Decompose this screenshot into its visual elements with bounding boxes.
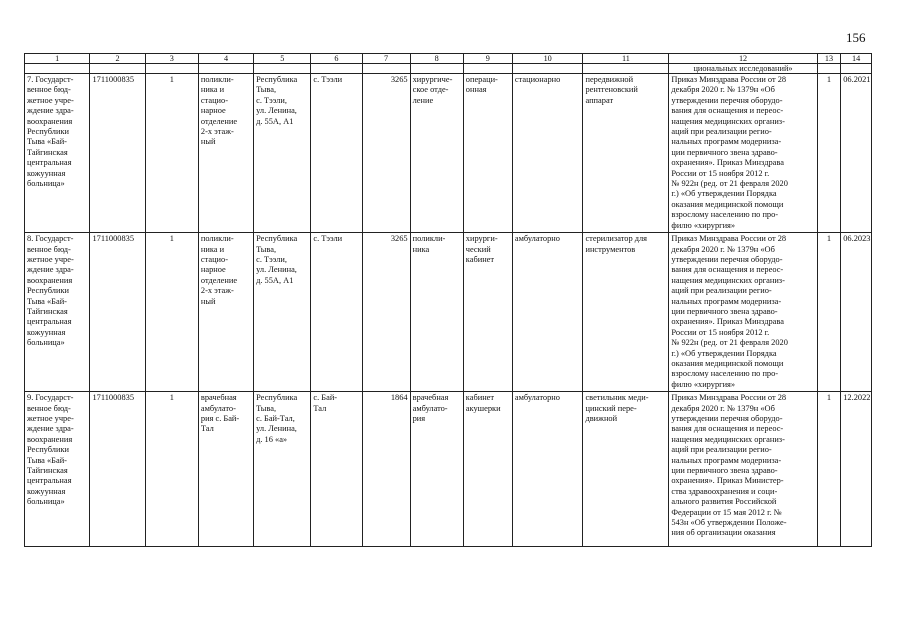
column-number: 5: [254, 54, 311, 64]
care-type: амбулаторно: [514, 393, 560, 403]
settlement: с. Бай- Тал: [313, 393, 338, 413]
table-row: [25, 392, 872, 547]
table-row: [25, 74, 872, 233]
legal-basis: Приказ Минздрава России от 28 декабря 2020 г. № 1379н «Об утверждении перечня оборудо- вания для оснащения и переос- нащения медицинских организ- аций при реализации регио- нальных программ модерниза- ции первичного звена здраво- охранения». Приказ Минздрава России от 15 ноября 2012 г. № 922н (ред. от 21 февраля 2020 г.) «Об утверждении Порядка оказания медицинской помощи взрослому населению по про- филю «хирургия»: [671, 234, 788, 389]
inn-code: 1711000835: [92, 393, 135, 403]
room: хирурги- ческий кабинет: [465, 234, 498, 264]
column-number: 9: [463, 54, 512, 64]
settlement: с. Тээли: [313, 75, 343, 84]
settlement: с. Тээли: [313, 234, 343, 244]
quantity: 1: [169, 393, 174, 403]
column-number: 1: [25, 54, 90, 64]
table-row: [25, 233, 872, 392]
address: Республика Тыва, с. Бай-Тал, ул. Ленина, д. 16 «а»: [256, 393, 298, 444]
population: 3265: [390, 75, 408, 84]
department: поликли- ника: [412, 234, 446, 254]
column-number: 3: [145, 54, 198, 64]
care-type: стационарно: [514, 75, 561, 84]
delivery-date: 06.2021: [843, 75, 871, 84]
department: хирургиче- ское отде- ление: [412, 75, 453, 105]
inn-code: 1711000835: [92, 75, 135, 84]
column-number: 7: [362, 54, 410, 64]
population: 3265: [390, 234, 408, 244]
organization-name: 8. Государст- венное бюд- жетное учре- ждение здра- воохранения Республики Тыва «Бай- Тайгинская центральная кожуунная больница»: [27, 234, 74, 348]
column-number: 13: [817, 54, 841, 64]
care-type: амбулаторно: [514, 234, 560, 244]
continuation-text: циональных исследований»: [669, 64, 817, 74]
continuation-row: [25, 64, 872, 74]
room: операци- онная: [465, 75, 498, 95]
department: врачебная амбулато- рия: [412, 393, 449, 423]
equipment-count: 1: [826, 393, 832, 403]
room: кабинет акушерки: [465, 393, 501, 413]
building-type: врачебная амбулато- рия с. Бай- Тал: [200, 393, 240, 434]
building-type: поликли- ника и стацио- нарное отделение 2-х этаж- ный: [200, 75, 238, 147]
address: Республика Тыва, с. Тээли, ул. Ленина, д. 55А, А1: [256, 75, 298, 126]
quantity: 1: [169, 234, 174, 244]
column-number: 6: [311, 54, 362, 64]
delivery-date: 12.2022: [843, 393, 871, 403]
column-number: 4: [198, 54, 253, 64]
column-number: 10: [512, 54, 583, 64]
organization-name: 9. Государст- венное бюд- жетное учре- ждение здра- воохранения Республики Тыва «Бай- Тайгинская центральная кожуунная больница»: [27, 393, 74, 507]
equipment-name: светильник меди- цинский пере- движной: [585, 393, 649, 423]
inn-code: 1711000835: [92, 234, 135, 244]
equipment-registry-table: [24, 53, 872, 547]
delivery-date: 06.2023: [843, 234, 871, 244]
equipment-name: передвижной рентгеновский аппарат: [585, 75, 638, 105]
address: Республика Тыва, с. Тээли, ул. Ленина, д. 55А, А1: [256, 234, 298, 285]
column-number: 14: [841, 54, 872, 64]
column-number: 2: [90, 54, 145, 64]
building-type: поликли- ника и стацио- нарное отделение 2-х этаж- ный: [200, 234, 238, 306]
column-number: 8: [410, 54, 463, 64]
page-number: 156: [846, 30, 866, 45]
column-number: 12: [669, 54, 817, 64]
equipment-count: 1: [826, 234, 832, 244]
quantity: 1: [169, 75, 174, 84]
column-number-row: [25, 54, 872, 64]
equipment-count: 1: [826, 75, 832, 84]
equipment-name: стерилизатор для инструментов: [585, 234, 648, 254]
legal-basis: Приказ Минздрава России от 28 декабря 2020 г. № 1379н «Об утверждении перечня оборудо- вания для оснащения и переос- нащения медицинских организ- аций при реализации регио- нальных программ модерниза- ции первичного звена здраво- охранения». Приказ Минздрава России от 15 ноября 2012 г. № 922н (ред. от 21 февраля 2020 г.) «Об утверждении Порядка оказания медицинской помощи взрослому населению по про- филю «хирургия»: [671, 75, 788, 230]
column-number: 11: [583, 54, 669, 64]
legal-basis: Приказ Минздрава России от 28 декабря 2020 г. № 1379н «Об утверждении перечня оборудо- вания для оснащения и переос- нащения медицинских организ- аций при реализации регио- нальных программ модерниза- ции первичного звена здраво- охранения». Приказ Министер- ства здравоохранения и соци- ального развития Российской Федерации от 15 мая 2012 г. № 543н «Об утверждении Положе- ния об организации оказания: [671, 393, 787, 538]
population: 1864: [390, 393, 408, 403]
organization-name: 7. Государст- венное бюд- жетное учре- ждение здра- воохранения Республики Тыва «Бай- Тайгинская центральная кожуунная больница»: [27, 75, 74, 189]
